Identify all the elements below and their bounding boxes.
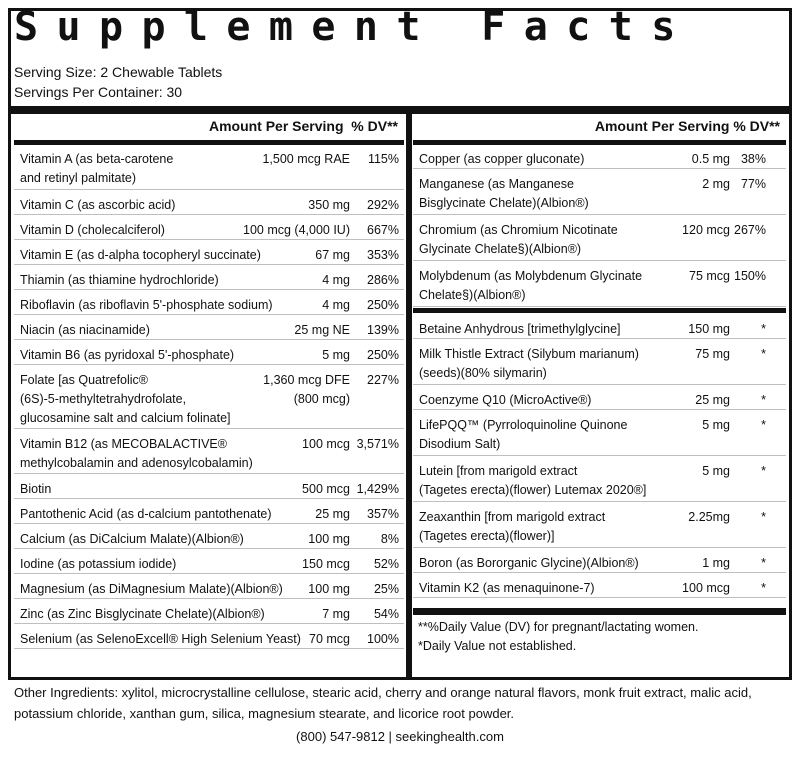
nutrient-amount: 1,500 mcg RAE	[262, 152, 350, 166]
nutrient-name: Vitamin C (as ascorbic acid)	[20, 198, 176, 212]
nutrient-dv: 3,571%	[356, 437, 399, 451]
nutrient-amount: 25 mg NE	[294, 323, 350, 337]
right-bottom-rule	[413, 608, 786, 615]
nutrient-name: Vitamin K2 (as menaquinone-7)	[419, 581, 595, 595]
nutrient-row	[14, 429, 404, 474]
nutrient-dv: 77%	[740, 177, 766, 191]
nutrient-amount: 100 mcg	[302, 437, 350, 451]
nutrient-name: Biotin	[20, 482, 52, 496]
nutrient-dv: 353%	[367, 248, 399, 262]
nutrient-name: Niacin (as niacinamide)	[20, 323, 150, 337]
serving-size: Serving Size: 2 Chewable Tablets	[14, 64, 223, 80]
nutrient-dv: 38%	[740, 152, 766, 166]
nutrient-amount: 7 mg	[322, 607, 350, 621]
nutrient-name: Betaine Anhydrous [trimethylglycine]	[419, 322, 621, 336]
footnotes	[418, 618, 698, 656]
nutrient-row	[14, 340, 404, 365]
nutrient-name: Calcium (as DiCalcium Malate)(Albion®)	[20, 532, 244, 546]
contact-info: (800) 547-9812 | seekinghealth.com	[296, 729, 504, 744]
nutrient-row	[14, 599, 404, 624]
nutrient-row	[14, 215, 404, 240]
nutrient-amount: 150 mg	[688, 322, 730, 336]
nutrient-name: Chromium (as Chromium Nicotinate Glycinate Chelate§)(Albion®)	[419, 223, 618, 256]
nutrient-row	[14, 265, 404, 290]
nutrient-dv: 115%	[367, 152, 399, 166]
column-divider	[406, 108, 412, 678]
panel-title: Supplement Facts	[14, 4, 694, 50]
nutrient-dv: *	[761, 464, 766, 478]
nutrient-name: Vitamin E (as d-alpha tocopheryl succinate)	[20, 248, 261, 262]
nutrient-row	[413, 339, 786, 385]
nutrient-name: Boron (as Bororganic Glycine)(Albion®)	[419, 556, 639, 570]
nutrient-dv: 139%	[367, 323, 399, 337]
right-rows-bottom	[413, 314, 786, 598]
nutrient-amount: 75 mcg	[689, 269, 730, 283]
nutrient-amount: 2 mg	[702, 177, 730, 191]
nutrient-dv: *	[761, 322, 766, 336]
nutrient-name: Molybdenum (as Molybdenum Glycinate Chelate§)(Albion®)	[419, 269, 643, 302]
nutrient-name: Pantothenic Acid (as d-calcium pantothenate)	[20, 507, 272, 521]
right-rows-top	[413, 144, 786, 307]
nutrient-amount: 150 mcg	[302, 557, 350, 571]
nutrient-amount: 75 mg	[695, 347, 730, 361]
nutrient-amount: 0.5 mg	[691, 152, 730, 166]
nutrient-row	[14, 474, 404, 499]
nutrient-row	[413, 144, 786, 169]
nutrient-name: Iodine (as potassium iodide)	[20, 557, 177, 571]
nutrient-amount: 25 mg	[695, 393, 730, 407]
nutrient-row	[413, 261, 786, 307]
footnote-dv: **%Daily Value (DV) for pregnant/lactating women.	[418, 620, 699, 634]
nutrient-dv: 52%	[373, 557, 399, 571]
footnote-not-established: *Daily Value not established.	[418, 639, 577, 653]
nutrient-row	[14, 574, 404, 599]
nutrient-row	[413, 548, 786, 573]
nutrient-dv: 100%	[367, 632, 399, 646]
nutrient-amount: 100 mcg (4,000 IU)	[243, 223, 350, 237]
other-ingredients: Other Ingredients: xylitol, microcrystalline cellulose, stearic acid, cherry and orange natural flavors, monk fruit extract, malic acid, potassium chloride, xanthan gum, silica, magnesium stearate, and licorice root powder.	[14, 685, 752, 721]
nutrient-row	[413, 385, 786, 410]
nutrient-dv: *	[761, 556, 766, 570]
nutrient-amount: 100 mg	[308, 582, 350, 596]
nutrient-amount: 4 mg	[322, 273, 350, 287]
nutrient-dv: 667%	[367, 223, 399, 237]
nutrient-amount: 5 mg	[702, 418, 730, 432]
nutrient-row	[14, 190, 404, 215]
right-column-header: Amount Per Serving % DV**	[594, 118, 780, 134]
right-middle-rule	[413, 308, 786, 313]
nutrient-dv: *	[761, 581, 766, 595]
nutrient-dv: 25%	[373, 582, 399, 596]
nutrient-amount: 500 mcg	[302, 482, 350, 496]
nutrient-dv: 54%	[373, 607, 399, 621]
nutrient-name: LifePQQ™ (Pyrroloquinoline Quinone Disodium Salt)	[419, 418, 628, 451]
nutrient-amount: 5 mg	[322, 348, 350, 362]
nutrient-name: Vitamin D (cholecalciferol)	[20, 223, 165, 237]
nutrient-amount: 100 mcg	[682, 581, 730, 595]
nutrient-dv: *	[761, 347, 766, 361]
nutrient-amount: 5 mg	[702, 464, 730, 478]
nutrient-name: Manganese (as Manganese Bisglycinate Chelate)(Albion®)	[419, 177, 589, 210]
nutrient-dv: 250%	[367, 348, 399, 362]
nutrient-dv: 150%	[734, 269, 766, 283]
nutrient-name: Magnesium (as DiMagnesium Malate)(Albion®)	[20, 582, 283, 596]
nutrient-dv: 267%	[734, 223, 766, 237]
nutrient-dv: 8%	[380, 532, 399, 546]
nutrient-row	[14, 240, 404, 265]
nutrient-row	[413, 456, 786, 502]
nutrient-row	[14, 290, 404, 315]
nutrient-dv: 286%	[367, 273, 399, 287]
nutrient-name: Coenzyme Q10 (MicroActive®)	[419, 393, 592, 407]
nutrient-row	[14, 549, 404, 574]
nutrient-name: Selenium (as SelenoExcell® High Selenium Yeast)	[20, 632, 301, 646]
nutrient-amount: 2.25mg	[688, 510, 730, 524]
nutrient-amount: 67 mg	[315, 248, 350, 262]
servings-per-container: Servings Per Container: 30	[14, 84, 183, 100]
nutrient-row	[413, 502, 786, 548]
nutrient-row	[413, 169, 786, 215]
nutrient-dv: 227%	[367, 373, 399, 387]
nutrient-amount: 350 mg	[308, 198, 350, 212]
nutrient-dv: *	[761, 393, 766, 407]
nutrient-amount: 120 mcg	[682, 223, 730, 237]
nutrient-name: Thiamin (as thiamine hydrochloride)	[20, 273, 219, 287]
nutrient-name: Vitamin B6 (as pyridoxal 5'-phosphate)	[20, 348, 235, 362]
nutrient-row	[14, 144, 404, 190]
nutrient-dv: 292%	[367, 198, 399, 212]
nutrient-name: Zeaxanthin [from marigold extract (Tagetes erecta)(flower)]	[419, 510, 606, 543]
nutrient-amount: 1 mg	[702, 556, 730, 570]
nutrient-name: Folate [as Quatrefolic® (6S)-5-methyltetrahydrofolate, glucosamine salt and calcium folinate]	[20, 373, 231, 425]
nutrient-name: Zinc (as Zinc Bisglycinate Chelate)(Albion®)	[20, 607, 265, 621]
nutrient-row	[413, 410, 786, 456]
nutrient-name: Milk Thistle Extract (Silybum marianum) (seeds)(80% silymarin)	[419, 347, 639, 380]
nutrient-row	[14, 365, 404, 429]
nutrient-row	[14, 524, 404, 549]
nutrient-amount: 70 mcg	[309, 632, 350, 646]
nutrient-name: Lutein [from marigold extract (Tagetes erecta)(flower) Lutemax 2020®]	[419, 464, 647, 497]
left-rows	[14, 144, 404, 649]
nutrient-amount: 100 mg	[308, 532, 350, 546]
nutrient-name: Vitamin A (as beta-carotene and retinyl palmitate)	[20, 152, 174, 185]
nutrient-dv: *	[761, 418, 766, 432]
nutrient-name: Riboflavin (as riboflavin 5'-phosphate sodium)	[20, 298, 273, 312]
nutrient-amount: 25 mg	[315, 507, 350, 521]
nutrient-name: Copper (as copper gluconate)	[419, 152, 585, 166]
nutrient-amount: 4 mg	[322, 298, 350, 312]
nutrient-row	[14, 624, 404, 649]
nutrient-name: Vitamin B12 (as MECOBALACTIVE® methylcobalamin and adenosylcobalamin)	[20, 437, 253, 470]
nutrient-row	[413, 215, 786, 261]
nutrient-amount: 1,360 mcg DFE (800 mcg)	[263, 373, 350, 406]
nutrient-dv: *	[761, 510, 766, 524]
nutrient-dv: 250%	[367, 298, 399, 312]
left-column-header: Amount Per Serving % DV**	[208, 118, 398, 134]
nutrient-row	[14, 499, 404, 524]
nutrient-dv: 1,429%	[356, 482, 399, 496]
nutrient-row	[14, 315, 404, 340]
nutrient-row	[413, 314, 786, 339]
nutrient-row	[413, 573, 786, 598]
nutrient-dv: 357%	[367, 507, 399, 521]
